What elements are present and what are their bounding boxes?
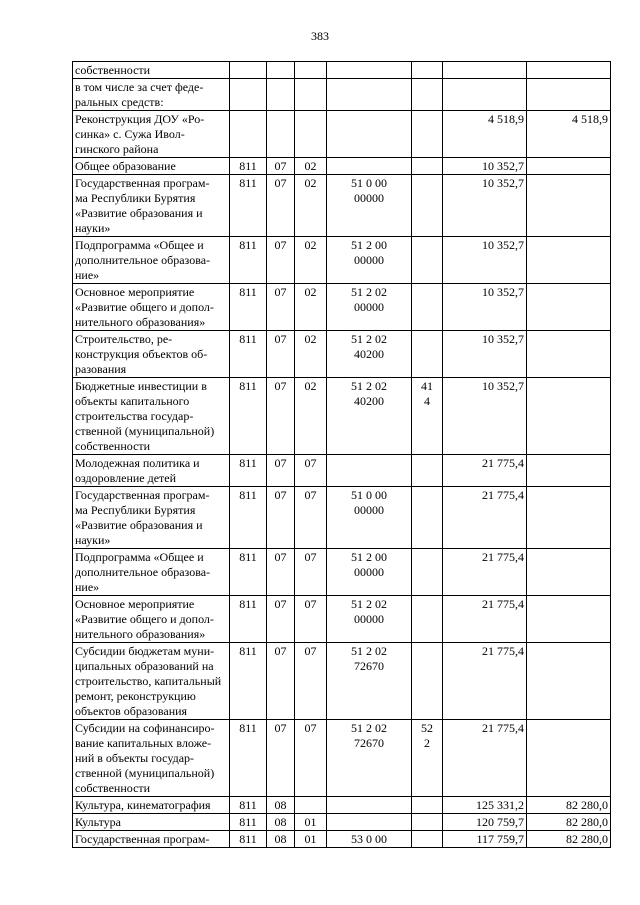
subsection-code-cell: 02 xyxy=(295,175,327,237)
section-code-cell: 07 xyxy=(267,284,295,331)
section-code-cell: 07 xyxy=(267,378,295,455)
amount-total-cell xyxy=(443,79,527,111)
target-article-cell xyxy=(327,455,412,487)
table-row xyxy=(73,331,611,378)
expense-type-cell xyxy=(412,797,443,814)
ministry-code-cell: 811 xyxy=(230,175,267,237)
amount-federal-cell: 4 518,9 xyxy=(527,111,611,158)
amount-total-cell: 10 352,7 xyxy=(443,378,527,455)
section-code-cell: 08 xyxy=(267,797,295,814)
target-article-cell: 51 2 02 72670 xyxy=(327,643,412,720)
item-name-cell: Подпрограмма «Общее и дополнительное образова- ние» xyxy=(73,237,230,284)
amount-federal-cell: 82 280,0 xyxy=(527,797,611,814)
amount-federal-cell xyxy=(527,487,611,549)
target-article-cell xyxy=(327,158,412,175)
target-article-cell xyxy=(327,797,412,814)
expense-type-cell xyxy=(412,111,443,158)
expense-type-cell: 41 4 xyxy=(412,378,443,455)
subsection-code-cell xyxy=(295,797,327,814)
ministry-code-cell: 811 xyxy=(230,549,267,596)
amount-federal-cell xyxy=(527,175,611,237)
ministry-code-cell: 811 xyxy=(230,831,267,848)
item-name-cell: Государственная програм- ма Республики Бурятия «Развитие образования и науки» xyxy=(73,175,230,237)
amount-federal-cell xyxy=(527,62,611,79)
item-name-cell: Культура xyxy=(73,814,230,831)
item-name-cell: Строительство, ре- конструкция объектов об- разования xyxy=(73,331,230,378)
amount-federal-cell xyxy=(527,643,611,720)
expense-type-cell xyxy=(412,643,443,720)
ministry-code-cell: 811 xyxy=(230,455,267,487)
table-row xyxy=(73,831,611,848)
amount-total-cell: 10 352,7 xyxy=(443,158,527,175)
amount-total-cell: 10 352,7 xyxy=(443,237,527,284)
expense-type-cell xyxy=(412,814,443,831)
section-code-cell: 07 xyxy=(267,643,295,720)
subsection-code-cell: 07 xyxy=(295,455,327,487)
item-name-cell: Государственная програм- ма Республики Бурятия «Развитие образования и науки» xyxy=(73,487,230,549)
ministry-code-cell xyxy=(230,79,267,111)
expense-type-cell xyxy=(412,284,443,331)
target-article-cell xyxy=(327,79,412,111)
amount-federal-cell xyxy=(527,284,611,331)
item-name-cell: Культура, кинематография xyxy=(73,797,230,814)
amount-total-cell xyxy=(443,62,527,79)
item-name-cell: Общее образование xyxy=(73,158,230,175)
section-code-cell: 07 xyxy=(267,549,295,596)
amount-total-cell: 117 759,7 xyxy=(443,831,527,848)
amount-total-cell: 21 775,4 xyxy=(443,720,527,797)
ministry-code-cell: 811 xyxy=(230,331,267,378)
expense-type-cell xyxy=(412,455,443,487)
item-name-cell: Основное мероприятие «Развитие общего и допол- нительного образования» xyxy=(73,596,230,643)
subsection-code-cell: 02 xyxy=(295,158,327,175)
target-article-cell xyxy=(327,62,412,79)
ministry-code-cell: 811 xyxy=(230,814,267,831)
section-code-cell: 07 xyxy=(267,158,295,175)
amount-federal-cell xyxy=(527,237,611,284)
subsection-code-cell: 02 xyxy=(295,284,327,331)
expense-type-cell xyxy=(412,79,443,111)
table-row xyxy=(73,720,611,797)
section-code-cell: 08 xyxy=(267,831,295,848)
expense-type-cell xyxy=(412,175,443,237)
subsection-code-cell: 07 xyxy=(295,487,327,549)
amount-total-cell: 120 759,7 xyxy=(443,814,527,831)
target-article-cell xyxy=(327,111,412,158)
subsection-code-cell: 02 xyxy=(295,378,327,455)
expense-type-cell: 52 2 xyxy=(412,720,443,797)
amount-federal-cell xyxy=(527,158,611,175)
table-row xyxy=(73,814,611,831)
expense-type-cell xyxy=(412,596,443,643)
subsection-code-cell xyxy=(295,79,327,111)
amount-total-cell: 21 775,4 xyxy=(443,643,527,720)
subsection-code-cell: 07 xyxy=(295,720,327,797)
table-row xyxy=(73,487,611,549)
item-name-cell: Субсидии бюджетам муни- ципальных образований на строительство, капитальный ремонт, реконструкцию объектов образования xyxy=(73,643,230,720)
subsection-code-cell xyxy=(295,62,327,79)
table-row xyxy=(73,158,611,175)
table-row xyxy=(73,378,611,455)
budget-table xyxy=(72,61,611,848)
amount-federal-cell xyxy=(527,596,611,643)
target-article-cell: 51 2 02 00000 xyxy=(327,284,412,331)
section-code-cell: 07 xyxy=(267,720,295,797)
budget-table-body xyxy=(73,62,611,848)
amount-federal-cell xyxy=(527,549,611,596)
table-row xyxy=(73,455,611,487)
target-article-cell: 51 2 02 00000 xyxy=(327,596,412,643)
target-article-cell: 51 2 02 40200 xyxy=(327,378,412,455)
amount-total-cell: 21 775,4 xyxy=(443,596,527,643)
table-row xyxy=(73,62,611,79)
item-name-cell: Субсидии на софинансиро- вание капитальных вложе- ний в объекты государ- ственной (муниципальной) собственности xyxy=(73,720,230,797)
table-row xyxy=(73,111,611,158)
page-number: 383 xyxy=(311,29,329,43)
target-article-cell: 51 0 00 00000 xyxy=(327,175,412,237)
subsection-code-cell: 01 xyxy=(295,831,327,848)
amount-federal-cell xyxy=(527,378,611,455)
table-row xyxy=(73,79,611,111)
subsection-code-cell: 07 xyxy=(295,596,327,643)
ministry-code-cell: 811 xyxy=(230,378,267,455)
expense-type-cell xyxy=(412,549,443,596)
subsection-code-cell: 01 xyxy=(295,814,327,831)
target-article-cell: 51 2 00 00000 xyxy=(327,549,412,596)
ministry-code-cell: 811 xyxy=(230,284,267,331)
subsection-code-cell: 07 xyxy=(295,549,327,596)
table-row xyxy=(73,237,611,284)
section-code-cell xyxy=(267,79,295,111)
target-article-cell: 51 0 00 00000 xyxy=(327,487,412,549)
item-name-cell: Реконструкция ДОУ «Ро- синка» с. Сужа Ивол- гинского района xyxy=(73,111,230,158)
item-name-cell: Подпрограмма «Общее и дополнительное образова- ние» xyxy=(73,549,230,596)
expense-type-cell xyxy=(412,487,443,549)
item-name-cell: Государственная програм- xyxy=(73,831,230,848)
amount-total-cell: 10 352,7 xyxy=(443,331,527,378)
table-row xyxy=(73,797,611,814)
section-code-cell: 07 xyxy=(267,487,295,549)
subsection-code-cell: 02 xyxy=(295,237,327,284)
ministry-code-cell: 811 xyxy=(230,720,267,797)
item-name-cell: Основное мероприятие «Развитие общего и допол- нительного образования» xyxy=(73,284,230,331)
target-article-cell: 51 2 02 72670 xyxy=(327,720,412,797)
amount-total-cell: 10 352,7 xyxy=(443,284,527,331)
ministry-code-cell xyxy=(230,62,267,79)
table-row xyxy=(73,284,611,331)
section-code-cell: 07 xyxy=(267,331,295,378)
section-code-cell: 07 xyxy=(267,175,295,237)
table-row xyxy=(73,549,611,596)
expense-type-cell xyxy=(412,158,443,175)
section-code-cell xyxy=(267,111,295,158)
target-article-cell: 51 2 00 00000 xyxy=(327,237,412,284)
target-article-cell xyxy=(327,814,412,831)
expense-type-cell xyxy=(412,62,443,79)
amount-total-cell: 10 352,7 xyxy=(443,175,527,237)
item-name-cell: собственности xyxy=(73,62,230,79)
item-name-cell: Молодежная политика и оздоровление детей xyxy=(73,455,230,487)
section-code-cell: 08 xyxy=(267,814,295,831)
expense-type-cell xyxy=(412,831,443,848)
amount-total-cell: 21 775,4 xyxy=(443,487,527,549)
amount-federal-cell xyxy=(527,331,611,378)
amount-total-cell: 21 775,4 xyxy=(443,455,527,487)
section-code-cell: 07 xyxy=(267,596,295,643)
amount-federal-cell: 82 280,0 xyxy=(527,814,611,831)
amount-federal-cell xyxy=(527,720,611,797)
table-row xyxy=(73,175,611,237)
ministry-code-cell: 811 xyxy=(230,596,267,643)
target-article-cell: 51 2 02 40200 xyxy=(327,331,412,378)
amount-federal-cell xyxy=(527,455,611,487)
target-article-cell: 53 0 00 xyxy=(327,831,412,848)
subsection-code-cell xyxy=(295,111,327,158)
expense-type-cell xyxy=(412,331,443,378)
subsection-code-cell: 07 xyxy=(295,643,327,720)
amount-total-cell: 125 331,2 xyxy=(443,797,527,814)
item-name-cell: Бюджетные инвестиции в объекты капитального строительства государ- ственной (муниципальной) собственности xyxy=(73,378,230,455)
ministry-code-cell: 811 xyxy=(230,158,267,175)
ministry-code-cell: 811 xyxy=(230,237,267,284)
ministry-code-cell: 811 xyxy=(230,643,267,720)
table-row xyxy=(73,596,611,643)
amount-total-cell: 4 518,9 xyxy=(443,111,527,158)
table-row xyxy=(73,643,611,720)
amount-total-cell: 21 775,4 xyxy=(443,549,527,596)
item-name-cell: в том числе за счет феде- ральных средств: xyxy=(73,79,230,111)
ministry-code-cell xyxy=(230,111,267,158)
section-code-cell: 07 xyxy=(267,455,295,487)
ministry-code-cell: 811 xyxy=(230,797,267,814)
section-code-cell: 07 xyxy=(267,237,295,284)
amount-federal-cell: 82 280,0 xyxy=(527,831,611,848)
ministry-code-cell: 811 xyxy=(230,487,267,549)
section-code-cell xyxy=(267,62,295,79)
amount-federal-cell xyxy=(527,79,611,111)
expense-type-cell xyxy=(412,237,443,284)
subsection-code-cell: 02 xyxy=(295,331,327,378)
